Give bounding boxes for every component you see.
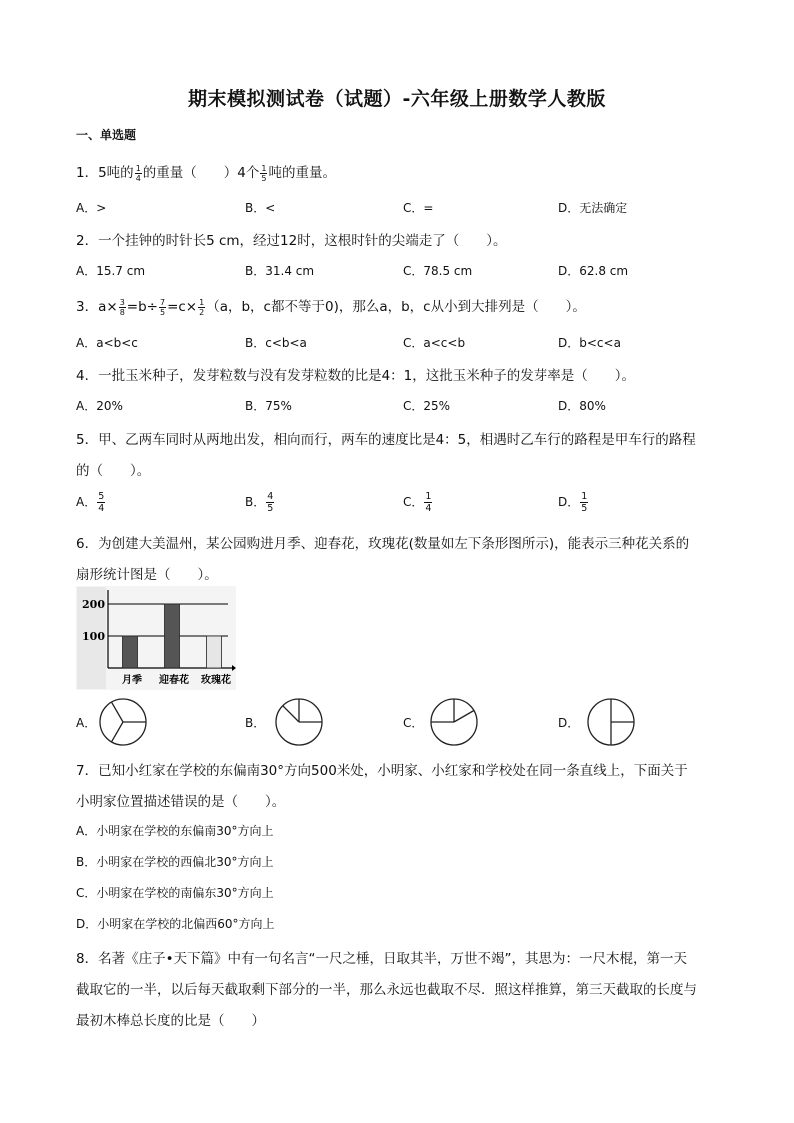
q2-option-d: D．62.8 cm [558,264,629,278]
q7-option-d: D．小明家在学校的北偏西60°方向上 [76,917,275,931]
category-label: 月季 [122,675,142,686]
bar-2 [165,604,180,668]
q6-option-c: C． [403,716,424,730]
section-heading: 一、单选题 [76,128,137,142]
fraction: $\frac{3}{8}$ [119,297,125,317]
pie-option-a [98,697,148,747]
question-8-line-1: 8．名著《庄子•天下篇》中有一句名言“一尺之棰，日取其半，万世不竭”，其思为：一尺木棍，第一天 [76,951,688,967]
question-5-line-2: 的（ ）。 [76,463,151,479]
question-6-line-1: 6．为创建大美温州，某公园购进月季、迎春花，玫瑰花(数量如左下条形图所示)，能表示三种花关系的 [76,536,690,552]
question-3: 3．a× $\frac{3}{8}$ =b÷ $\frac{7}{5}$ =c× $\frac{1}{2}$ （a，b，c都不等于0)，那么a，b，c从小到大排列是（ ）。 [76,297,586,317]
question-7-line-1: 7．已知小红家在学校的东偏南30°方向500米处，小明家、小红家和学校处在同一条直线上，下面关于 [76,763,688,779]
q5-option-b: B． $\frac{4}{5}$ [245,491,274,514]
q5-option-d: D． $\frac{1}{5}$ [558,491,588,514]
category-label: 玫瑰花 [201,675,231,686]
question-8-line-2: 截取它的一半，以后每天截取剩下部分的一半，那么永远也截取不尽．照这样推算，第三天截取的长度与 [76,982,697,998]
pie-divider [112,702,124,722]
question-7-line-2: 小明家位置描述错误的是（ ）。 [76,794,286,810]
category-label: 迎春花 [159,675,189,686]
question-8-line-3: 最初木棒总长度的比是（ ） [76,1013,265,1029]
q4-option-d: D．80% [558,399,606,413]
page-title: 期末模拟测试卷（试题）-六年级上册数学人教版 [188,88,606,110]
q3-option-c: C．a<c<b [403,336,466,350]
pie-divider [112,722,124,742]
q3-option-b: B．c<b<a [245,336,307,350]
q7-option-a: A．小明家在学校的东偏南30°方向上 [76,824,274,838]
fraction: $\frac{7}{5}$ [159,297,166,317]
pie-divider [454,711,474,723]
q7-option-b: B．小明家在学校的西偏北30°方向上 [76,855,274,869]
pie-option-c [429,697,479,747]
q1-option-b: B．< [245,201,276,215]
q1-option-d: D．无法确定 [558,201,628,215]
q7-option-c: C．小明家在学校的南偏东30°方向上 [76,886,274,900]
q3-option-a: A．a<b<c [76,336,138,350]
question-5-line-1: 5．甲、乙两车同时从两地出发，相向而行，两车的速度比是4：5，相遇时乙车行的路程是甲车行的路程 [76,432,696,448]
question-2: 2．一个挂钟的时针长5 cm，经过12时，这根时针的尖端走了（ ）。 [76,233,507,249]
q2-option-b: B．31.4 cm [245,264,315,278]
q6-option-d: D． [558,716,580,730]
y-tick-label: 200 [82,598,105,611]
pie-option-b [274,697,324,747]
fraction: $\frac{1}{4}$ [135,163,141,183]
q6-option-b: B． [245,716,266,730]
bar-chart [76,586,236,690]
q5-option-c: C． $\frac{1}{4}$ [403,491,432,514]
q3-option-d: D．b<c<a [558,336,621,350]
bar-1 [123,636,138,668]
question-4: 4．一批玉米种子，发芽粒数与没有发芽粒数的比是4：1，这批玉米种子的发芽率是（ ）。 [76,368,636,384]
q4-option-a: A．20% [76,399,123,413]
question-6-line-2: 扇形统计图是（ ）。 [76,567,218,583]
fraction: $\frac{1}{5}$ [261,163,267,183]
q1-option-c: C．= [403,201,434,215]
q2-option-c: C．78.5 cm [403,264,473,278]
y-tick-label: 100 [82,630,105,643]
pie-option-d [586,697,636,747]
q4-option-b: B．75% [245,399,292,413]
pie-divider [283,706,299,722]
q4-option-c: C．25% [403,399,451,413]
q5-option-a: A． $\frac{5}{4}$ [76,491,105,514]
q2-option-a: A．15.7 cm [76,264,146,278]
q6-option-a: A． [76,716,97,730]
fraction: $\frac{1}{2}$ [199,297,205,317]
question-1: 1．5吨的 $\frac{1}{4}$ 的重量（ ）4个 $\frac{1}{5}$ 吨的重量。 [76,163,336,183]
bar-3 [207,636,222,668]
q1-option-a: A．> [76,201,107,215]
